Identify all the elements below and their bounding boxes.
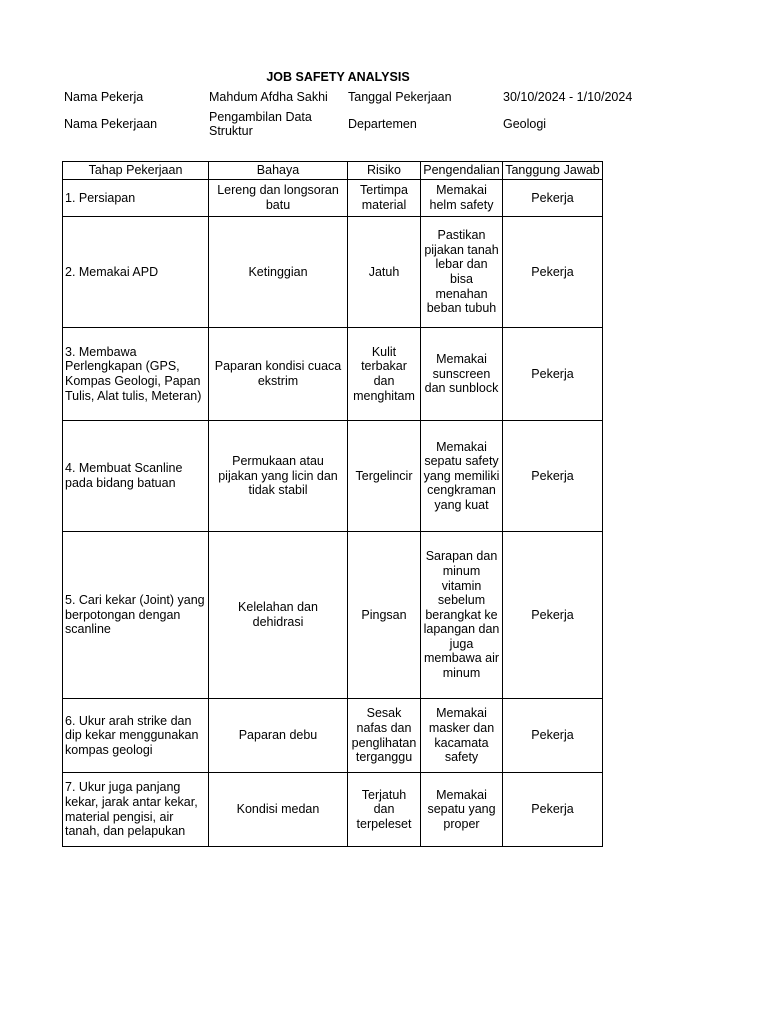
table-row [63, 217, 603, 328]
table-row [63, 180, 603, 217]
cell-tahap: 4. Membuat Scanline pada bidang batuan [63, 421, 209, 532]
cell-risiko: Sesak nafas dan penglihatan terganggu [348, 699, 421, 773]
cell-risiko: Pingsan [348, 532, 421, 699]
cell-pengendalian: Memakai sunscreen dan sunblock [421, 328, 503, 421]
cell-pengendalian: Memakai masker dan kacamata safety [421, 699, 503, 773]
cell-tanggung-jawab: Pekerja [503, 421, 603, 532]
jsa-table [62, 161, 603, 847]
cell-pengendalian: Pastikan pijakan tanah lebar dan bisa menahan beban tubuh [421, 217, 503, 328]
cell-bahaya: Permukaan atau pijakan yang licin dan tidak stabil [209, 421, 348, 532]
cell-tahap: 3. Membawa Perlengkapan (GPS, Kompas Geologi, Papan Tulis, Alat tulis, Meteran) [63, 328, 209, 421]
cell-bahaya: Kelelahan dan dehidrasi [209, 532, 348, 699]
cell-tanggung-jawab: Pekerja [503, 180, 603, 217]
table-row [63, 773, 603, 847]
cell-risiko: Terjatuh dan terpeleset [348, 773, 421, 847]
header-tanggung-jawab: Tanggung Jawab [503, 162, 603, 180]
table-row [63, 699, 603, 773]
document-title: JOB SAFETY ANALYSIS [266, 70, 410, 84]
cell-pengendalian: Sarapan dan minum vitamin sebelum berangkat ke lapangan dan juga membawa air minum [421, 532, 503, 699]
cell-pengendalian: Memakai sepatu yang proper [421, 773, 503, 847]
cell-bahaya: Paparan debu [209, 699, 348, 773]
tanggal-pekerjaan-label: Tanggal Pekerjaan [348, 90, 452, 104]
nama-pekerjaan-label: Nama Pekerjaan [64, 117, 158, 131]
table-row [63, 421, 603, 532]
cell-tahap: 5. Cari kekar (Joint) yang berpotongan dengan scanline [63, 532, 209, 699]
cell-bahaya: Kondisi medan [209, 773, 348, 847]
header-pengendalian: Pengendalian [421, 162, 503, 180]
table-header-row [63, 162, 603, 180]
cell-pengendalian: Memakai helm safety [421, 180, 503, 217]
nama-pekerja-value: Mahdum Afdha Sakhi [209, 90, 328, 104]
table-row [63, 532, 603, 699]
cell-tanggung-jawab: Pekerja [503, 328, 603, 421]
nama-pekerjaan-value: Pengambilan Data Struktur [209, 110, 312, 138]
cell-bahaya: Paparan kondisi cuaca ekstrim [209, 328, 348, 421]
header-bahaya: Bahaya [209, 162, 348, 180]
nama-pekerja-label: Nama Pekerja [64, 90, 144, 104]
departemen-label: Departemen [348, 117, 417, 131]
cell-risiko: Tergelincir [348, 421, 421, 532]
cell-tahap: 2. Memakai APD [63, 217, 209, 328]
cell-tahap: 1. Persiapan [63, 180, 209, 217]
cell-tanggung-jawab: Pekerja [503, 532, 603, 699]
departemen-value: Geologi [503, 117, 547, 131]
cell-tanggung-jawab: Pekerja [503, 699, 603, 773]
cell-risiko: Jatuh [348, 217, 421, 328]
cell-tahap: 7. Ukur juga panjang kekar, jarak antar kekar, material pengisi, air tanah, dan pelapukan [63, 773, 209, 847]
cell-pengendalian: Memakai sepatu safety yang memiliki cengkraman yang kuat [421, 421, 503, 532]
cell-bahaya: Ketinggian [209, 217, 348, 328]
cell-tanggung-jawab: Pekerja [503, 773, 603, 847]
cell-risiko: Tertimpa material [348, 180, 421, 217]
table-row [63, 328, 603, 421]
header-risiko: Risiko [348, 162, 421, 180]
cell-tanggung-jawab: Pekerja [503, 217, 603, 328]
cell-bahaya: Lereng dan longsoran batu [209, 180, 348, 217]
header-tahap-pekerjaan: Tahap Pekerjaan [63, 162, 209, 180]
tanggal-pekerjaan-value: 30/10/2024 - 1/10/2024 [503, 90, 633, 104]
cell-tahap: 6. Ukur arah strike dan dip kekar menggunakan kompas geologi [63, 699, 209, 773]
cell-risiko: Kulit terbakar dan menghitam [348, 328, 421, 421]
